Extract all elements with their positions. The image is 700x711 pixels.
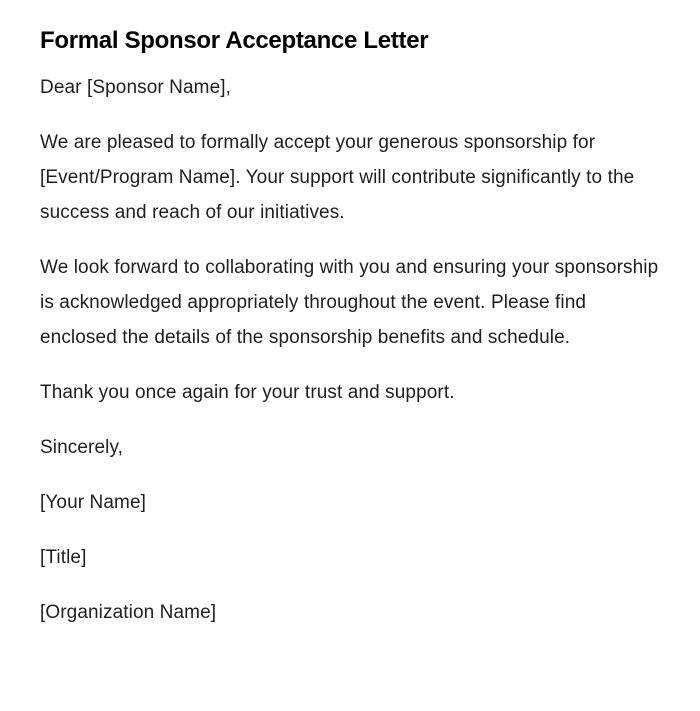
signature-name: [Your Name] xyxy=(40,492,147,513)
body-paragraph-3: Thank you once again for your trust and support. xyxy=(40,382,455,403)
letter-document xyxy=(40,24,660,650)
letter-title: Formal Sponsor Acceptance Letter xyxy=(40,27,429,54)
body-paragraph-1: We are pleased to formally accept your generous sponsorship for [Event/Program Name]. Your support will contribute significantly to the success and reach of our initiatives. xyxy=(40,132,635,223)
closing: Sincerely, xyxy=(40,437,124,458)
body-paragraph-2: We look forward to collaborating with you and ensuring your sponsorship is acknowledged appropriately throughout the event. Please find enclosed the details of the sponsorship benefits and schedule. xyxy=(40,257,659,348)
salutation: Dear [Sponsor Name], xyxy=(40,77,232,98)
signature-title: [Title] xyxy=(40,547,87,568)
signature-organization: [Organization Name] xyxy=(40,602,217,623)
